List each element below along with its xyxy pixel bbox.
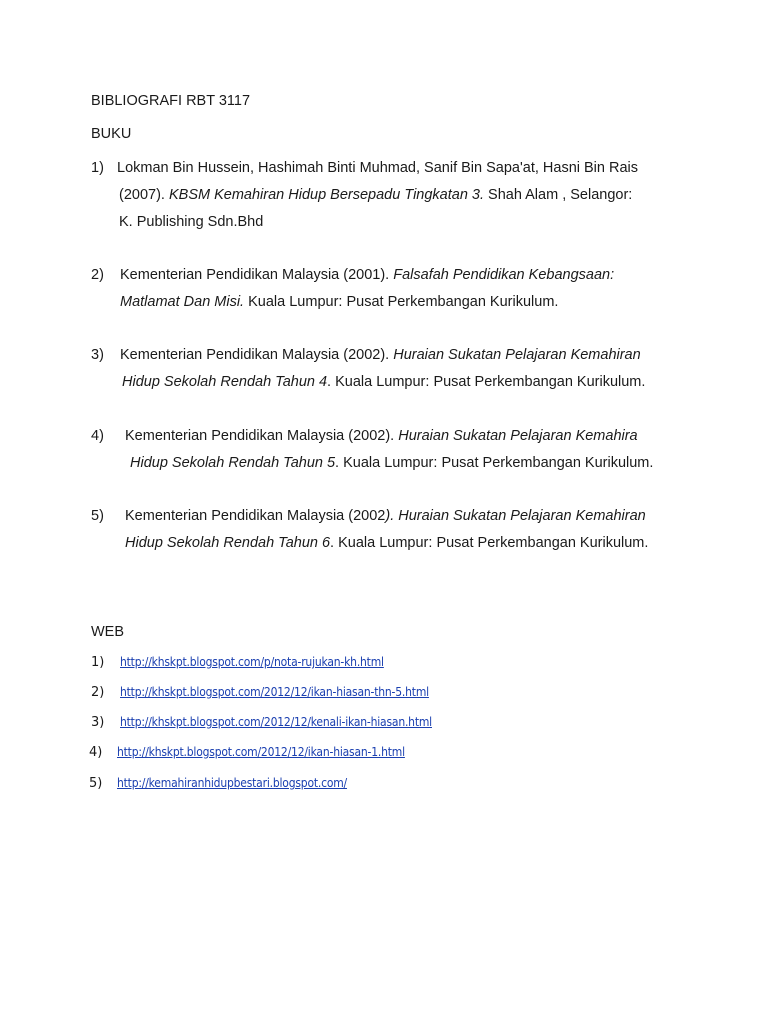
book-line: Kementerian Pendidikan Malaysia (2002). Huraian Sukatan Pelajaran Kemahiran xyxy=(125,508,646,524)
book-line: Hidup Sekolah Rendah Tahun 4. Kuala Lumpur: Pusat Perkembangan Kurikulum. xyxy=(122,374,646,390)
book-line: (2007). KBSM Kemahiran Hidup Bersepadu Tingkatan 3. Shah Alam , Selangor: xyxy=(119,187,633,203)
book-line: Kementerian Pendidikan Malaysia (2002). Huraian Sukatan Pelajaran Kemahiran xyxy=(120,347,641,363)
document-title: BIBLIOGRAFI RBT 3117 xyxy=(91,93,251,109)
web-number: 4) xyxy=(89,745,103,760)
book-number: 5) xyxy=(91,508,104,524)
book-line: K. Publishing Sdn.Bhd xyxy=(119,214,264,230)
book-line: Hidup Sekolah Rendah Tahun 5. Kuala Lumpur: Pusat Perkembangan Kurikulum. xyxy=(130,455,654,471)
book-line: Hidup Sekolah Rendah Tahun 6. Kuala Lumpur: Pusat Perkembangan Kurikulum. xyxy=(125,535,649,551)
web-number: 3) xyxy=(91,715,105,730)
book-line: Matlamat Dan Misi. Kuala Lumpur: Pusat Perkembangan Kurikulum. xyxy=(120,294,559,310)
book-number: 4) xyxy=(91,428,104,444)
web-heading: WEB xyxy=(91,624,125,640)
web-link[interactable]: http://khskpt.blogspot.com/2012/12/kenali-ikan-hiasan.html xyxy=(120,715,432,729)
book-line: Lokman Bin Hussein, Hashimah Binti Muhmad, Sanif Bin Sapa'at, Hasni Bin Rais xyxy=(117,160,638,176)
books-heading: BUKU xyxy=(91,126,132,142)
book-number: 2) xyxy=(91,267,104,283)
web-link[interactable]: http://khskpt.blogspot.com/2012/12/ikan-hiasan-thn-5.html xyxy=(120,685,429,699)
web-number: 2) xyxy=(91,685,105,700)
book-line: Kementerian Pendidikan Malaysia (2002). Huraian Sukatan Pelajaran Kemahira xyxy=(125,428,638,444)
web-number: 5) xyxy=(89,776,103,791)
book-number: 3) xyxy=(91,347,104,363)
book-number: 1) xyxy=(91,160,104,176)
web-link[interactable]: http://khskpt.blogspot.com/p/nota-rujukan-kh.html xyxy=(120,655,384,669)
web-link[interactable]: http://kemahiranhidupbestari.blogspot.com/ xyxy=(117,776,348,790)
web-number: 1) xyxy=(91,655,105,670)
web-link[interactable]: http://khskpt.blogspot.com/2012/12/ikan-hiasan-1.html xyxy=(117,745,405,759)
book-line: Kementerian Pendidikan Malaysia (2001). Falsafah Pendidikan Kebangsaan: xyxy=(120,267,615,283)
